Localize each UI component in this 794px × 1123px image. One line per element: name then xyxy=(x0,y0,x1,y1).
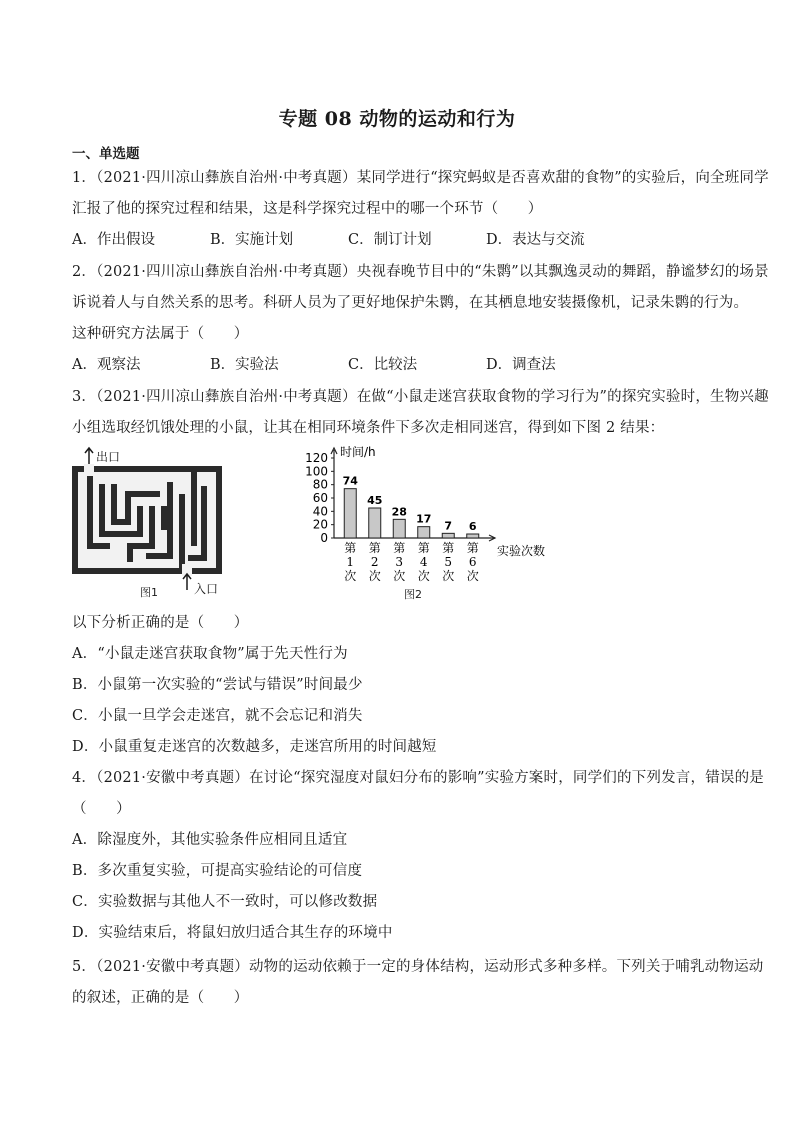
q3-option-d[interactable]: D．小鼠重复走迷宫的次数越多，走迷宫所用的时间越短 xyxy=(72,739,437,755)
x-tick-label: 第 xyxy=(417,541,430,555)
maze-entry-label: 入口 xyxy=(194,582,219,596)
q3-option-a[interactable]: A．“小鼠走迷宫获取食物”属于先天性行为 xyxy=(72,646,348,662)
y-tick-label: 100 xyxy=(305,464,328,479)
bar xyxy=(467,534,479,538)
x-tick-label: 2 xyxy=(370,555,379,569)
q1-options xyxy=(72,228,585,249)
x-tick-label: 次 xyxy=(417,569,430,583)
x-tick-label: 第 xyxy=(393,541,406,555)
page-title: 专题 08 动物的运动和行为 xyxy=(278,108,516,130)
y-axis-label: 时间/h xyxy=(340,446,376,459)
bar-value-label: 74 xyxy=(342,474,358,488)
fig2-caption: 图2 xyxy=(404,588,422,601)
x-tick-label: 次 xyxy=(344,569,357,583)
q2-option-d[interactable]: D．调查法 xyxy=(486,357,556,373)
q4-line-1: 4．（2021·安徽中考真题）在讨论“探究湿度对鼠妇分布的影响”实验方案时，同学们的下列发言，错误的是 xyxy=(72,770,765,786)
x-tick-label: 第 xyxy=(442,541,455,555)
maze-exit-label: 出口 xyxy=(96,450,121,464)
bar xyxy=(369,508,381,538)
y-tick-label: 120 xyxy=(305,451,328,465)
x-tick-label: 次 xyxy=(368,569,381,583)
x-tick-label: 次 xyxy=(466,569,479,583)
q4-option-b[interactable]: B．多次重复实验，可提高实验结论的可信度 xyxy=(72,863,363,879)
x-axis-label: 实验次数 xyxy=(497,544,546,558)
bar xyxy=(344,489,356,538)
q2-option-a[interactable]: A．观察法 xyxy=(72,357,141,373)
x-tick-label: 第 xyxy=(344,541,357,555)
bar-value-label: 6 xyxy=(468,520,477,533)
maze-diagram xyxy=(70,446,230,596)
bar xyxy=(442,533,454,538)
q1-option-d[interactable]: D．表达与交流 xyxy=(486,232,585,248)
q3-option-b[interactable]: B．小鼠第一次实验的“尝试与错误”时间最少 xyxy=(72,677,363,693)
bar-value-label: 28 xyxy=(391,505,407,519)
q4-option-d[interactable]: D．实验结束后，将鼠妇放归适合其生存的环境中 xyxy=(72,925,393,941)
q2-line-2: 诉说着人与自然关系的思考。科研人员为了更好地保护朱鹮，在其栖息地安装摄像机，记录朱鹮的行为。 xyxy=(72,295,749,311)
q2-line-3: 这种研究方法属于（ ） xyxy=(72,326,249,342)
bar xyxy=(393,519,405,538)
bar-value-label: 17 xyxy=(416,512,432,526)
q1-line-1: 1．（2021·四川凉山彝族自治州·中考真题）某同学进行“探究蚂蚁是否喜欢甜的食物”的实验后，向全班同学 xyxy=(72,170,769,186)
y-tick-label: 20 xyxy=(312,517,328,532)
section-heading: 一、单选题 xyxy=(72,146,140,162)
q3-option-c[interactable]: C．小鼠一旦学会走迷宫，就不会忘记和消失 xyxy=(72,708,363,724)
q4-line-2: （ ） xyxy=(72,801,131,817)
q2-option-c[interactable]: C．比较法 xyxy=(348,357,418,373)
q5-line-2: 的叙述，正确的是（ ） xyxy=(72,990,249,1006)
x-tick-label: 第 xyxy=(466,541,479,555)
q5-line-1: 5．（2021·安徽中考真题）动物的运动依赖于一定的身体结构，运动形式多种多样。下列关于哺乳动物运动 xyxy=(72,959,764,975)
bar xyxy=(418,527,430,538)
q1-option-a[interactable]: A．作出假设 xyxy=(72,232,155,248)
x-tick-label: 5 xyxy=(444,555,453,569)
x-tick-label: 次 xyxy=(393,569,406,583)
y-tick-label: 80 xyxy=(312,477,328,492)
maze-figure xyxy=(70,446,230,599)
q4-option-a[interactable]: A．除湿度外，其他实验条件应相同且适宜 xyxy=(72,832,348,848)
bar-chart xyxy=(288,446,558,606)
bar-chart-figure xyxy=(288,446,558,606)
x-tick-label: 1 xyxy=(346,555,355,569)
bar-value-label: 45 xyxy=(367,494,383,507)
q4-option-c[interactable]: C．实验数据与其他人不一致时，可以修改数据 xyxy=(72,894,378,910)
q1-line-2: 汇报了他的探究过程和结果，这是科学探究过程中的哪一个环节（ ） xyxy=(72,201,543,217)
q3-line-2: 小组选取经饥饿处理的小鼠，让其在相同环境条件下多次走相同迷宫，得到如下图 2 结果： xyxy=(72,420,665,436)
y-tick-label: 0 xyxy=(320,531,328,545)
y-tick-label: 40 xyxy=(312,504,328,519)
fig1-caption: 图1 xyxy=(140,586,158,599)
y-tick-label: 60 xyxy=(312,491,328,505)
q3-line-1: 3．（2021·四川凉山彝族自治州·中考真题）在做“小鼠走迷宫获取食物的学习行为”的探究实验时，生物兴趣 xyxy=(72,389,769,405)
q1-option-b[interactable]: B．实施计划 xyxy=(210,232,294,248)
x-tick-label: 第 xyxy=(368,541,381,555)
q3-prompt: 以下分析正确的是（ ） xyxy=(72,615,249,631)
q2-options xyxy=(72,353,556,374)
q1-option-c[interactable]: C．制订计划 xyxy=(348,232,432,248)
x-tick-label: 3 xyxy=(395,555,404,569)
q2-option-b[interactable]: B．实验法 xyxy=(210,357,279,373)
x-tick-label: 次 xyxy=(442,569,455,583)
bar-value-label: 7 xyxy=(444,519,453,533)
q2-line-1: 2．（2021·四川凉山彝族自治州·中考真题）央视春晚节目中的“朱鹮”以其飘逸灵动的舞蹈，静谧梦幻的场景 xyxy=(72,264,769,280)
x-tick-label: 6 xyxy=(468,555,477,569)
x-tick-label: 4 xyxy=(419,555,428,569)
